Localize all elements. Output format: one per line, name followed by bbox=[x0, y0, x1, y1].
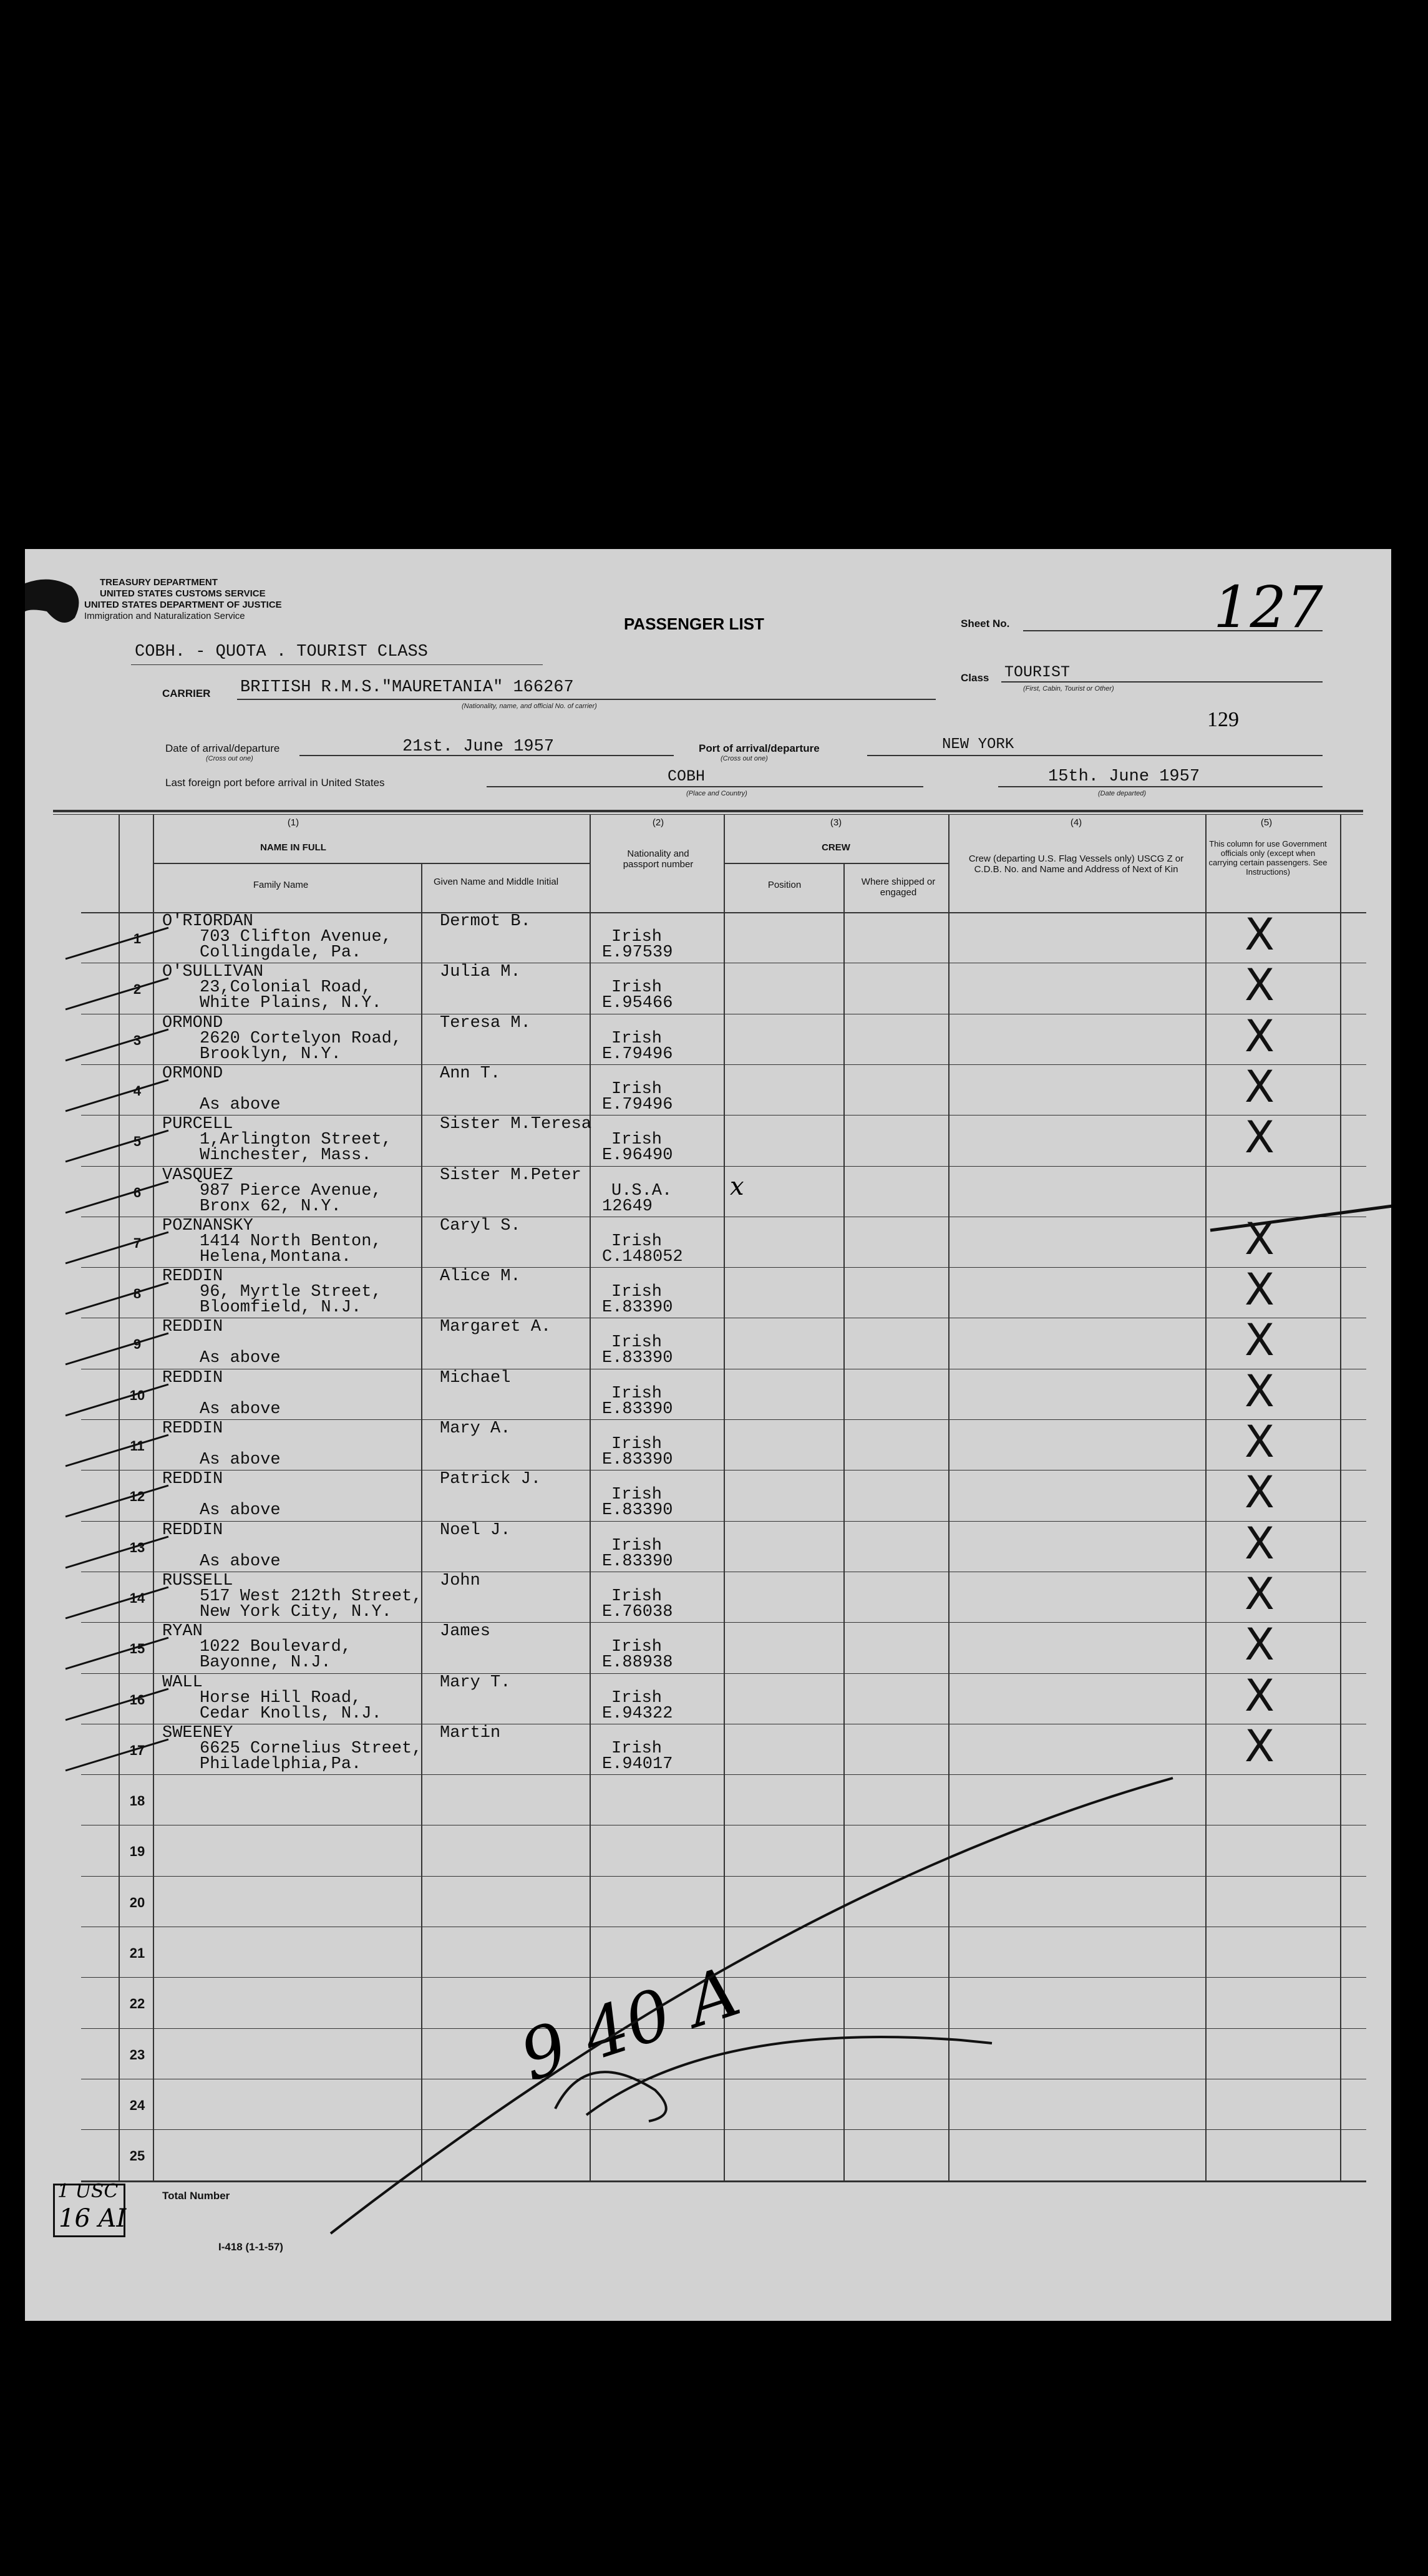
address-line-2: Bronx 62, N.Y. bbox=[200, 1197, 341, 1216]
family-name: O'RIORDAN bbox=[162, 912, 253, 931]
address-line-2: As above bbox=[200, 1501, 281, 1520]
family-name: REDDIN bbox=[162, 1419, 223, 1438]
official-check-mark: X bbox=[1245, 1365, 1275, 1417]
given-name: Caryl S. bbox=[440, 1216, 521, 1235]
dept-line-1: TREASURY DEPARTMENT bbox=[100, 577, 218, 588]
dept-line-2: UNITED STATES CUSTOMS SERVICE bbox=[100, 588, 266, 599]
given-name: Noel J. bbox=[440, 1520, 511, 1540]
nationality: Irish bbox=[611, 1536, 663, 1555]
official-check-mark: X bbox=[1245, 1061, 1275, 1112]
family-name: WALL bbox=[162, 1673, 203, 1692]
family-name: VASQUEZ bbox=[162, 1165, 233, 1185]
family-name: REDDIN bbox=[162, 1267, 223, 1286]
passport-number: E.88938 bbox=[602, 1653, 673, 1673]
passport-number: C.148052 bbox=[602, 1247, 683, 1266]
passport-number: E.79496 bbox=[602, 1095, 673, 1114]
port-value: NEW YORK bbox=[942, 736, 1014, 753]
col3-title: CREW bbox=[822, 842, 850, 853]
row-number: 8 bbox=[133, 1286, 142, 1302]
arrival-hint: (Cross out one) bbox=[206, 755, 253, 762]
passport-number: E.96490 bbox=[602, 1146, 673, 1165]
family-name: O'SULLIVAN bbox=[162, 963, 264, 982]
address-line-2: Cedar Knolls, N.J. bbox=[200, 1704, 382, 1723]
nationality: U.S.A. bbox=[611, 1181, 673, 1200]
col3-shipped-header: Where shipped or engaged bbox=[861, 877, 936, 898]
row-number: 14 bbox=[129, 1590, 145, 1606]
col1-given-header: Given Name and Middle Initial bbox=[433, 877, 559, 887]
passport-number: E.76038 bbox=[602, 1602, 673, 1621]
carrier-label: CARRIER bbox=[162, 688, 211, 699]
passport-number: 12649 bbox=[602, 1197, 653, 1216]
col4-number: (4) bbox=[1070, 817, 1082, 828]
arrival-label: Date of arrival/departure bbox=[165, 742, 280, 754]
row-number: 16 bbox=[129, 1691, 145, 1708]
row-number: 9 bbox=[133, 1336, 142, 1353]
official-check-mark: X bbox=[1245, 1264, 1275, 1316]
official-check-mark: X bbox=[1245, 1416, 1275, 1467]
address-line-1: 23,Colonial Road, bbox=[200, 978, 372, 998]
page-title: PASSENGER LIST bbox=[624, 615, 764, 633]
cancellation-strokes bbox=[25, 549, 1391, 2321]
address-line-1: 96, Myrtle Street, bbox=[200, 1283, 382, 1302]
official-check-mark: X bbox=[1245, 1315, 1275, 1366]
row-number: 4 bbox=[133, 1082, 142, 1099]
official-check-mark: X bbox=[1245, 1467, 1275, 1519]
lastport-hint: (Place and Country) bbox=[686, 790, 747, 797]
col3-number: (3) bbox=[830, 817, 842, 828]
given-name: Sister M.Teresa bbox=[440, 1115, 592, 1134]
official-check-mark: X bbox=[1245, 960, 1275, 1011]
passport-number: E.83390 bbox=[602, 1552, 673, 1571]
family-name: SWEENEY bbox=[162, 1723, 233, 1742]
nationality: Irish bbox=[611, 1333, 663, 1353]
passport-number: E.97539 bbox=[602, 943, 673, 962]
official-check-mark: X bbox=[1245, 909, 1275, 960]
col5-number: (5) bbox=[1260, 817, 1273, 828]
col1-family-header: Family Name bbox=[253, 880, 309, 890]
crew-check-mark: x bbox=[730, 1172, 744, 1201]
address-line-1: Horse Hill Road, bbox=[200, 1688, 362, 1708]
given-name: Dermot B. bbox=[440, 912, 531, 931]
passport-number: E.83390 bbox=[602, 1298, 673, 1318]
given-name: Ann T. bbox=[440, 1064, 501, 1083]
handwritten-annotation: 9 40 A bbox=[511, 1951, 749, 2097]
official-check-mark: X bbox=[1245, 1517, 1275, 1569]
address-line-1: 517 West 212th Street, bbox=[200, 1587, 422, 1606]
row-number: 13 bbox=[129, 1539, 145, 1555]
passport-number: E.83390 bbox=[602, 1399, 673, 1419]
address-line-1: 1414 North Benton, bbox=[200, 1232, 382, 1251]
nationality: Irish bbox=[611, 1232, 663, 1251]
lastport-label: Last foreign port before arrival in United States bbox=[165, 777, 385, 789]
family-name: PURCELL bbox=[162, 1115, 233, 1134]
col4-title: Crew (departing U.S. Flag Vessels only) USCG Z or C.D.B. No. and Name and Address of Next of Kin bbox=[968, 853, 1184, 875]
address-line-1: 2620 Cortelyon Road, bbox=[200, 1029, 402, 1048]
port-label: Port of arrival/departure bbox=[699, 742, 820, 754]
given-name: Margaret A. bbox=[440, 1318, 551, 1337]
quota-line: COBH. - QUOTA . TOURIST CLASS bbox=[135, 643, 428, 661]
official-check-mark: X bbox=[1245, 1720, 1275, 1772]
nationality: Irish bbox=[611, 928, 663, 946]
departed-hint: (Date departed) bbox=[1098, 790, 1147, 797]
passport-number: E.94017 bbox=[602, 1754, 673, 1774]
official-check-mark: X bbox=[1245, 1010, 1275, 1062]
col1-title: NAME IN FULL bbox=[260, 842, 326, 853]
address-line-2: As above bbox=[200, 1349, 281, 1368]
nationality: Irish bbox=[611, 1587, 663, 1606]
col1-number: (1) bbox=[287, 817, 299, 828]
row-number: 18 bbox=[129, 1793, 145, 1809]
margin-note-2: 16 AI bbox=[59, 2204, 127, 2233]
official-check-mark: X bbox=[1245, 1112, 1275, 1164]
given-name: Teresa M. bbox=[440, 1013, 531, 1033]
nationality: Irish bbox=[611, 978, 663, 998]
row-number: 17 bbox=[129, 1742, 145, 1758]
nationality: Irish bbox=[611, 1384, 663, 1403]
dept-line-4: Immigration and Naturalization Service bbox=[84, 611, 245, 621]
passport-number: E.83390 bbox=[602, 1349, 673, 1368]
carrier-value: BRITISH R.M.S."MAURETANIA" 166267 bbox=[240, 678, 574, 697]
nationality: Irish bbox=[611, 1638, 663, 1657]
nationality: Irish bbox=[611, 1029, 663, 1048]
family-name: REDDIN bbox=[162, 1520, 223, 1540]
family-name: ORMOND bbox=[162, 1013, 223, 1033]
given-name: Mary T. bbox=[440, 1673, 511, 1692]
passport-number: E.83390 bbox=[602, 1451, 673, 1469]
passenger-list-sheet bbox=[25, 549, 1391, 2321]
carrier-hint: (Nationality, name, and official No. of carrier) bbox=[462, 702, 597, 710]
nationality: Irish bbox=[611, 1079, 663, 1099]
address-line-1: 703 Clifton Avenue, bbox=[200, 928, 392, 946]
given-name: Martin bbox=[440, 1723, 501, 1742]
address-line-1: 6625 Cornelius Street, bbox=[200, 1739, 422, 1758]
passport-number: E.83390 bbox=[602, 1501, 673, 1520]
family-name: RYAN bbox=[162, 1622, 203, 1641]
row-number: 2 bbox=[133, 981, 142, 998]
row-number: 1 bbox=[133, 931, 142, 946]
class-value: TOURIST bbox=[1004, 663, 1071, 681]
address-line-2: Philadelphia,Pa. bbox=[200, 1754, 362, 1774]
given-name: Julia M. bbox=[440, 963, 521, 982]
address-line-2: New York City, N.Y. bbox=[200, 1602, 392, 1621]
official-check-mark: X bbox=[1245, 1670, 1275, 1721]
class-hint: (First, Cabin, Tourist or Other) bbox=[1023, 685, 1114, 693]
row-number: 10 bbox=[129, 1387, 145, 1403]
row-number: 15 bbox=[129, 1641, 145, 1657]
family-name: REDDIN bbox=[162, 1470, 223, 1489]
row-number: 19 bbox=[129, 1844, 145, 1860]
form-number: I-418 (1-1-57) bbox=[218, 2241, 283, 2253]
row-number: 21 bbox=[129, 1945, 145, 1961]
given-name: Alice M. bbox=[440, 1267, 521, 1286]
given-name: Michael bbox=[440, 1368, 511, 1388]
address-line-2: Bloomfield, N.J. bbox=[200, 1298, 362, 1318]
col5-title: This column for use Government officials only (except when carrying certain passengers. See Instructions) bbox=[1208, 839, 1328, 877]
address-line-2: Bayonne, N.J. bbox=[200, 1653, 331, 1673]
address-line-1: 1022 Boulevard, bbox=[200, 1638, 352, 1657]
stamp-number: 129 bbox=[1207, 708, 1239, 731]
row-number: 5 bbox=[133, 1134, 142, 1150]
sheet-number: 127 bbox=[1213, 574, 1323, 641]
official-check-mark: X bbox=[1245, 1619, 1275, 1671]
address-line-2: As above bbox=[200, 1451, 281, 1469]
address-line-2: Helena,Montana. bbox=[200, 1247, 352, 1266]
row-number: 6 bbox=[133, 1184, 142, 1200]
given-name: Sister M.Peter bbox=[440, 1165, 581, 1185]
nationality: Irish bbox=[611, 1485, 663, 1505]
col2-number: (2) bbox=[652, 817, 664, 828]
official-check-mark: X bbox=[1245, 1568, 1275, 1620]
lastport-value: COBH bbox=[668, 767, 706, 785]
margin-note-1: 1 USC bbox=[57, 2180, 119, 2202]
address-line-2: Collingdale, Pa. bbox=[200, 943, 362, 962]
given-name: John bbox=[440, 1571, 480, 1590]
nationality: Irish bbox=[611, 1739, 663, 1758]
family-name: ORMOND bbox=[162, 1064, 223, 1083]
address-line-2: As above bbox=[200, 1095, 281, 1114]
row-number: 25 bbox=[129, 2148, 145, 2164]
address-line-2: As above bbox=[200, 1552, 281, 1571]
row-number: 11 bbox=[130, 1438, 145, 1454]
family-name: RUSSELL bbox=[162, 1571, 233, 1590]
arrival-value: 21st. June 1957 bbox=[402, 737, 555, 756]
address-line-2: Brooklyn, N.Y. bbox=[200, 1044, 341, 1064]
nationality: Irish bbox=[611, 1283, 663, 1302]
address-line-1: 1,Arlington Street, bbox=[200, 1130, 392, 1150]
given-name: Patrick J. bbox=[440, 1470, 542, 1489]
departed-value: 15th. June 1957 bbox=[1048, 767, 1200, 786]
address-line-2: White Plains, N.Y. bbox=[200, 994, 382, 1013]
col2-title: Nationality and passport number bbox=[623, 848, 694, 870]
nationality: Irish bbox=[611, 1130, 663, 1150]
address-line-2: As above bbox=[200, 1399, 281, 1419]
passport-number: E.95466 bbox=[602, 994, 673, 1013]
row-number: 12 bbox=[129, 1489, 145, 1505]
dept-line-3: UNITED STATES DEPARTMENT OF JUSTICE bbox=[84, 600, 282, 610]
family-name: REDDIN bbox=[162, 1318, 223, 1337]
passport-number: E.79496 bbox=[602, 1044, 673, 1064]
row-number: 3 bbox=[133, 1032, 142, 1048]
passport-number: E.94322 bbox=[602, 1704, 673, 1723]
family-name: POZNANSKY bbox=[162, 1216, 253, 1235]
address-line-1: 987 Pierce Avenue, bbox=[200, 1181, 382, 1200]
row-number: 22 bbox=[129, 1996, 145, 2012]
nationality: Irish bbox=[611, 1435, 663, 1454]
sheet-label: Sheet No. bbox=[961, 618, 1010, 629]
family-name: REDDIN bbox=[162, 1368, 223, 1388]
row-number: 24 bbox=[129, 2097, 145, 2113]
official-check-mark: X bbox=[1245, 1213, 1275, 1265]
col3-position-header: Position bbox=[767, 880, 802, 890]
row-number: 23 bbox=[129, 2046, 145, 2063]
row-number: 20 bbox=[129, 1894, 145, 1910]
port-hint: (Cross out one) bbox=[721, 755, 768, 762]
nationality: Irish bbox=[611, 1688, 663, 1708]
total-label: Total Number bbox=[162, 2190, 230, 2202]
given-name: James bbox=[440, 1622, 491, 1641]
class-label: Class bbox=[961, 672, 989, 684]
row-number: 7 bbox=[133, 1235, 142, 1251]
given-name: Mary A. bbox=[440, 1419, 511, 1438]
address-line-2: Winchester, Mass. bbox=[200, 1146, 372, 1165]
